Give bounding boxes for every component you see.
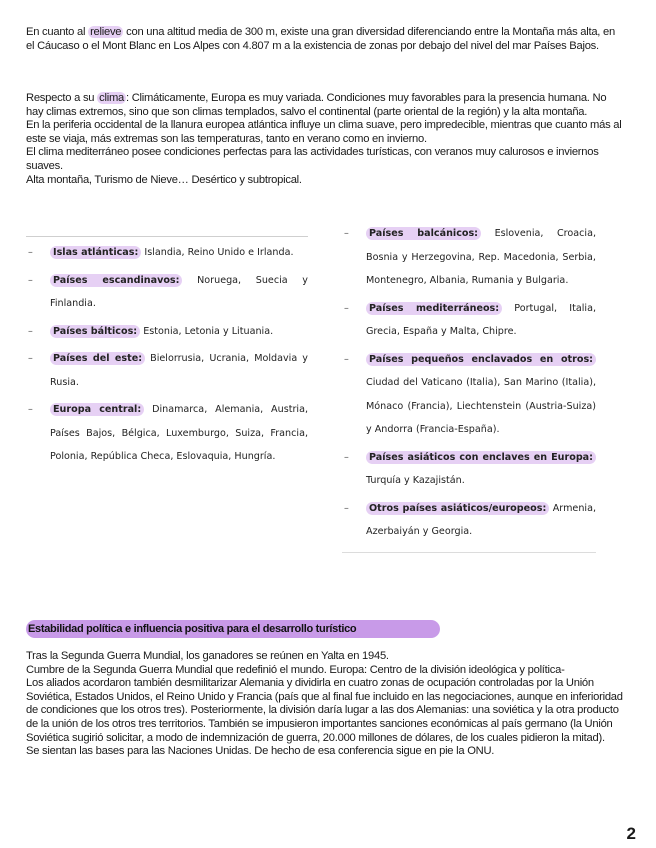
list-item [26,269,308,316]
region-label: Islas atlánticas: [50,246,141,259]
list-dash: – [28,353,33,364]
list-dash: – [344,451,349,463]
region-label: Europa central: [50,403,144,416]
list-item [342,446,596,493]
list-dash: – [344,302,349,314]
list-dash: – [344,502,349,514]
list-dash: – [28,325,33,337]
yalta-line-2: Cumbre de la Segunda Guerra Mundial que redefinió el mundo. Europa: Centro de la división ideológica y política- [26,663,565,676]
region-countries: Dinamarca, Alemania, Austria, Países Bajos, Bélgica, Luxemburgo, Suiza, Francia, Polonia, República Checa, Eslovaquia, Hungría. [50,404,308,462]
yalta-line-1: Tras la Segunda Guerra Mundial, los ganadores se reúnen en Yalta en 1945. [26,650,389,662]
list-item [26,320,308,344]
climate-mountain: Alta montaña, Turismo de Nieve… Desértico y subtropical. [26,173,302,186]
region-countries: Armenia, Azerbaiyán y Georgia. [366,502,597,537]
region-label: Países escandinavos: [50,274,182,287]
climate-paragraph [26,92,624,187]
list-item [342,222,596,293]
region-countries: Islandia, Reino Unido e Irlanda. [141,247,294,258]
relief-paragraph-intro: En cuanto al [26,26,89,38]
region-countries: Bielorrusia, Ucrania, Moldavia y Rusia. [50,353,308,388]
region-label: Países pequeños enclavados en otros: [366,353,596,366]
region-label: Otros países asiáticos/europeos: [366,502,549,515]
region-label: Países balcánicos: [366,227,481,240]
relief-paragraph [26,26,624,53]
list-dash: – [28,247,33,258]
yalta-line-4: Se sientan las bases para las Naciones Unidas. De hecho de esa conferencia sigue en pie la ONU. [26,745,495,758]
region-label: Países mediterráneos: [366,302,502,315]
region-countries: Portugal, Italia, Grecia, España y Malta, Chipre. [366,302,596,337]
region-countries: Ciudad del Vaticano (Italia), San Marino (Italia), Mónaco (Francia), Liechtenstein (Austria-Suiza) y Andorra (Francia-España). [366,377,596,435]
section-heading: Estabilidad política e influencia positiva para el desarrollo turístico [26,620,440,638]
region-countries: Turquía y Kazajistán. [366,475,465,486]
list-item [342,497,596,544]
list-item [26,347,308,394]
list-item [26,398,308,469]
list-dash: – [28,274,33,286]
relief-paragraph-text: con una altitud media de 300 m, existe una gran diversidad diferenciando entre la Montaña más alta, en el Cáucaso o el Mont Blanc en Los Alpes con 4.807 m a la existencia de zonas por debajo del nivel del mar Países Bajos. [26,26,615,52]
region-list-left [26,236,308,473]
region-label: Países asiáticos con enclaves en Europa: [366,451,596,464]
list-dash: – [344,353,349,365]
region-label: Países bálticos: [50,325,140,338]
region-countries: Estonia, Letonia y Lituania. [140,325,274,337]
yalta-line-3: Los aliados acordaron también desmilitarizar Alemania y dividirla en cuatro zonas de ocupación controladas por la Unión Soviética, Estados Unidos, el Reino Unido y Francia (país que al final fue incluido en las negociaciones, aunque en inferioridad de condiciones que los otros tres). Posteriormente, la división daría lugar a las dos Alemanias: una soviética y la otra producto de la unión de los otros tres territorios. También se impusieron importantes sanciones económicas al país germano (la Unión Soviética sugirió solicitar, a modo de indemnización de guerra, 20.000 millones de dólares, de los cuales pidieron la mitad). [26,677,623,744]
climate-intro-text: : Climáticamente, Europa es muy variada. Condiciones muy favorables para la presencia humana. No hay climas extremos, sino que son climas templados, salvo el continental (parte oriental de la región) y la alta montaña. [26,92,607,118]
climate-intro-lead: Respecto a su [26,92,98,104]
list-item [342,348,596,442]
climate-intro [26,92,624,119]
climate-atlantic: En la periferia occidental de la llanura europea atlántica influye un clima suave, pero impredecible, mientras que cuanto más al este se viaja, más extremas son las temperaturas, tanto en verano como en invierno. [26,119,622,145]
region-label: Países del este: [50,352,145,365]
region-countries: Noruega, Suecia y Finlandia. [50,274,308,309]
list-dash: – [344,228,349,239]
list-item [342,297,596,344]
list-dash: – [28,404,33,415]
yalta-paragraph [26,650,624,759]
region-list-right [342,222,596,553]
page-number: 2 [626,824,636,843]
climate-term: clima [99,92,124,104]
climate-mediterranean: El clima mediterráneo posee condiciones perfectas para las actividades turísticas, con veranos muy calurosos e inviernos suaves. [26,146,599,172]
list-item [26,241,308,265]
region-countries: Eslovenia, Croacia, Bosnia y Herzegovina, Rep. Macedonia, Serbia, Montenegro, Albania, Rumania y Bulgaria. [366,228,596,286]
relief-term: relieve [90,26,122,38]
